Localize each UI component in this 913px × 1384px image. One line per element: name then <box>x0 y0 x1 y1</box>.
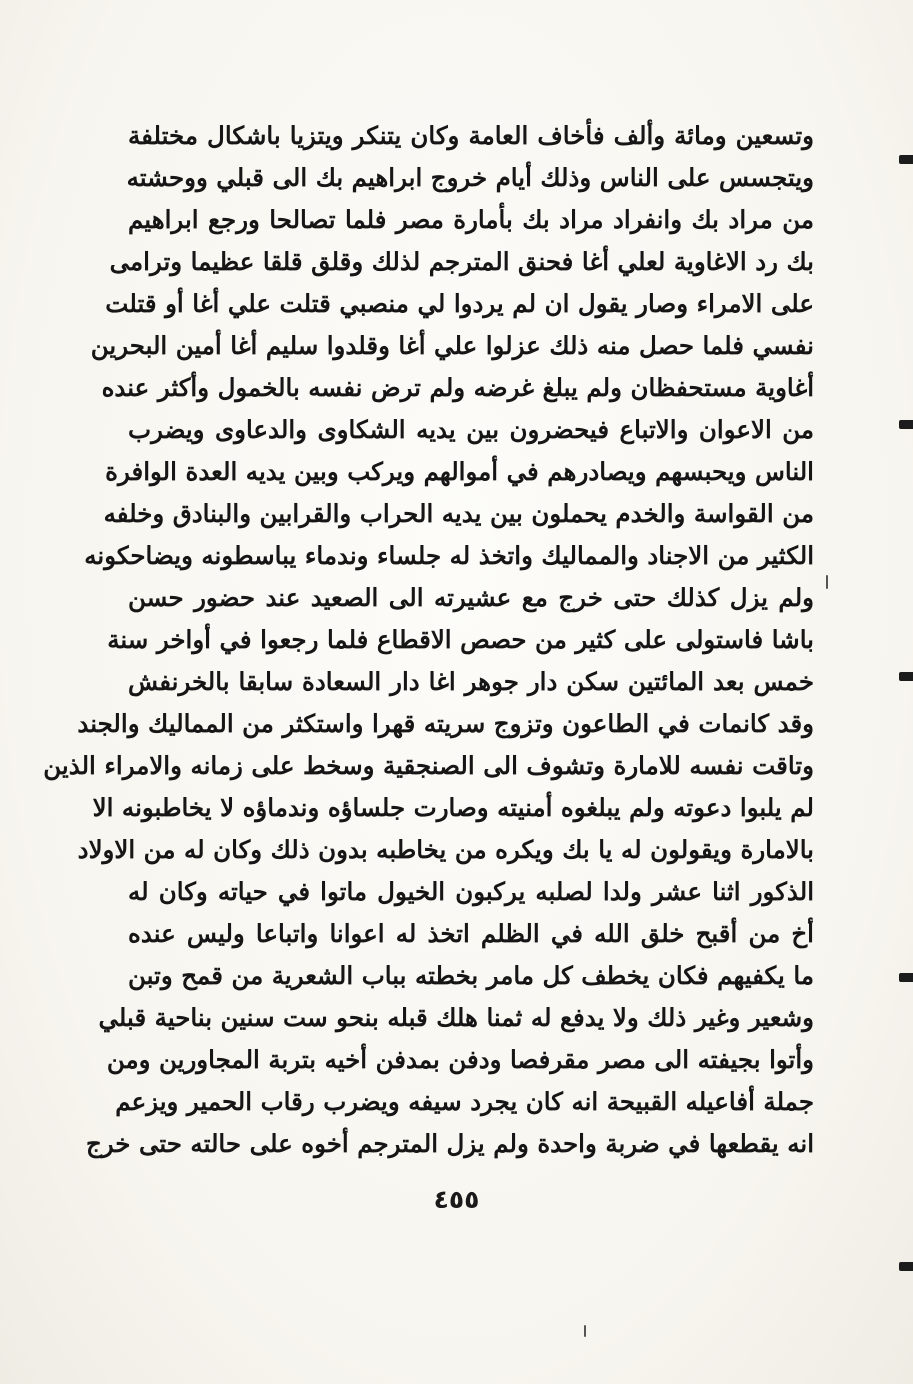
text-line: ولم يزل كذلك حتى خرج مع عشيرته الى الصعيد عند حضور حسن <box>128 583 814 612</box>
text-line: ويتجسس على الناس وذلك أيام خروج ابراهيم بك الى قبلي ووحشته <box>126 163 814 192</box>
text-line: جملة أفاعيله القبيحة انه كان يجرد سيفه ويضرب رقاب الحمير ويزعم <box>115 1087 814 1116</box>
text-line: الكثير من الاجناد والمماليك واتخذ له جلساء وندماء يباسطونه ويضاحكونه <box>84 541 814 570</box>
text-line: الناس ويحبسهم ويصادرهم في أموالهم ويركب وبين يديه العدة الوافرة <box>105 457 814 486</box>
text-line: الذكور اثنا عشر ولدا لصلبه يركبون الخيول ماتوا في حياته وكان له <box>128 877 814 906</box>
text-line: أغاوية مستحفظان ولم يبلغ غرضه ولم ترض نفسه بالخمول وأكثر عنده <box>101 373 814 402</box>
text-line: ما يكفيهم فكان يخطف كل مامر بخطته بباب الشعرية من قمح وتبن <box>128 961 814 990</box>
binding-mark <box>899 420 913 429</box>
text-line: بالامارة ويقولون له يا بك ويكره من يخاطبه بدون ذلك وكان له من الاولاد <box>77 835 814 864</box>
text-line: باشا فاستولى على كثير من حصص الاقطاع فلما رجعوا في أواخر سنة <box>107 625 814 654</box>
page-number: ٤٥٥ <box>433 1185 480 1214</box>
text-line: وتسعين ومائة وألف فأخاف العامة وكان يتنكر ويتزيا باشكال مختلفة <box>128 121 814 150</box>
text-line: وشعير وغير ذلك ولا يدفع له ثمنا هلك قبله بنحو ست سنين بناحية قبلي <box>98 1003 814 1032</box>
binding-mark <box>899 155 913 164</box>
text-line: خمس بعد المائتين سكن دار جوهر اغا دار السعادة سابقا بالخرنفش <box>128 667 814 696</box>
text-line: لم يلبوا دعوته ولم يبلغوه أمنيته وصارت جلساؤه وندماؤه لا يخاطبونه الا <box>92 793 814 822</box>
text-line: انه يقطعها في ضربة واحدة ولم يزل المترجم أخوه على حالته حتى خرج <box>85 1129 814 1158</box>
scan-speck <box>584 1325 586 1337</box>
text-line: وأتوا بجيفته الى مصر مقرفصا ودفن بمدفن أخيه بتربة المجاورين ومن <box>106 1045 814 1074</box>
binding-mark <box>899 973 913 982</box>
text-line: نفسي فلما حصل منه ذلك عزلوا علي أغا وقلدوا سليم أغا أمين البحرين <box>90 331 814 360</box>
body-text <box>43 115 814 1165</box>
text-line: من القواسة والخدم يحملون بين يديه الحراب والقرابين والبنادق وخلفه <box>103 499 814 528</box>
scan-speck <box>826 575 828 589</box>
text-line: أخ من أقبح خلق الله في الظلم اتخذ له اعوانا واتباعا وليس عنده <box>128 919 814 948</box>
text-line: من مراد بك وانفراد مراد بك بأمارة مصر فلما تصالحا ورجع ابراهيم <box>128 205 814 234</box>
binding-mark <box>899 672 913 681</box>
text-line: وقد كانمات في الطاعون وتزوج سريته قهرا واستكثر من المماليك والجند <box>77 709 814 738</box>
text-line: بك رد الاغاوية لعلي أغا فحنق المترجم لذلك وقلق قلقا عظيما وترامى <box>109 247 814 276</box>
text-line: وتاقت نفسه للامارة وتشوف الى الصنجقية وسخط على زمانه والامراء الذين <box>43 751 814 780</box>
binding-mark <box>899 1262 913 1271</box>
text-line: على الامراء وصار يقول ان لم يردوا لي منصبي قتلت علي أغا أو قتلت <box>105 289 814 318</box>
text-line: من الاعوان والاتباع فيحضرون بين يديه الشكاوى والدعاوى ويضرب <box>128 415 814 444</box>
